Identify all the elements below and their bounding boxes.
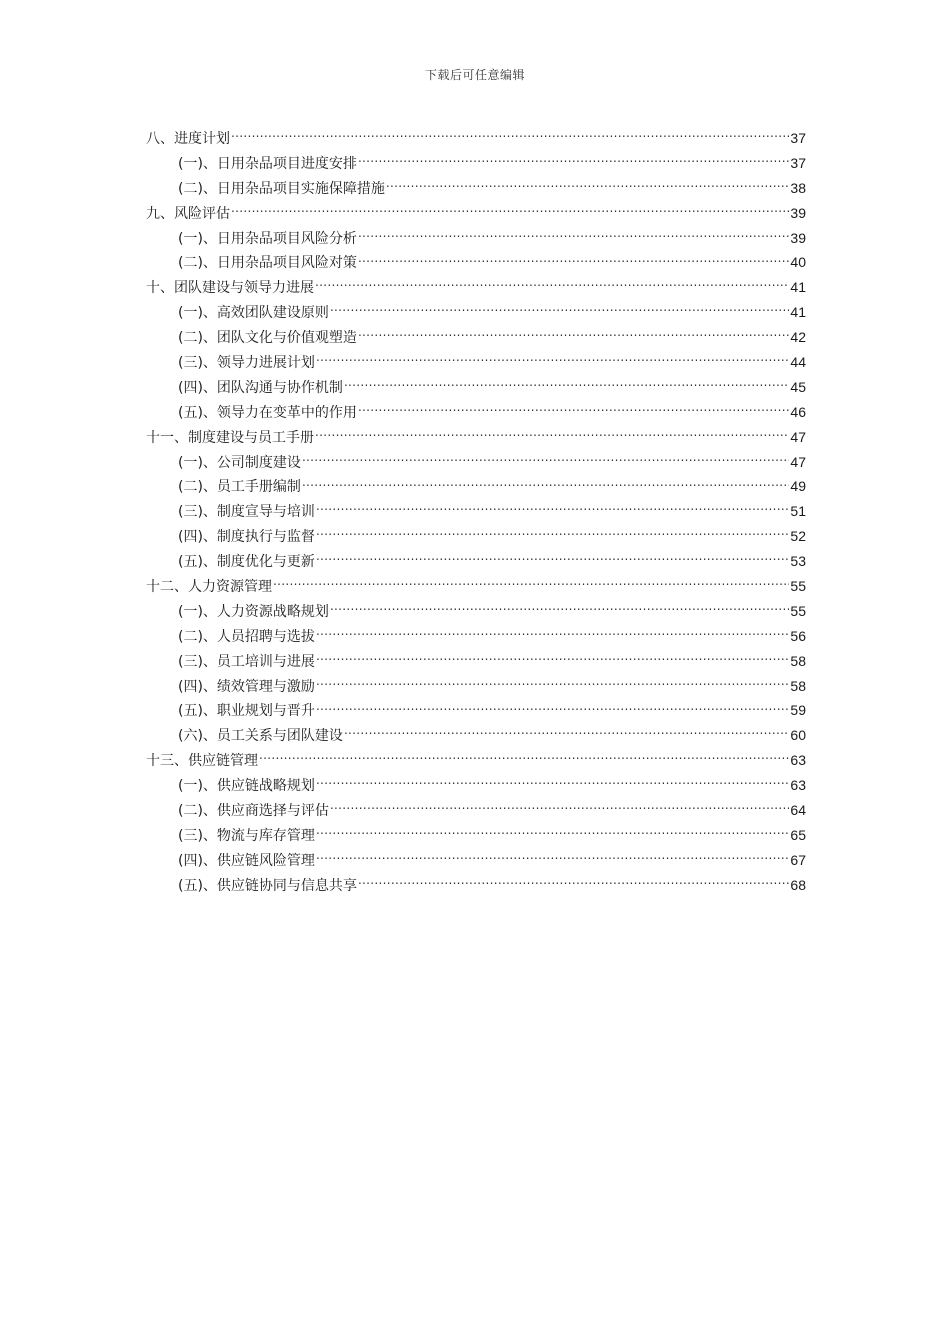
- toc-dot-leader: [315, 278, 789, 292]
- toc-entry-label: (二)、员工手册编制: [178, 479, 301, 496]
- toc-entry-label: (二)、日用杂品项目实施保障措施: [178, 180, 385, 197]
- toc-entry[interactable]: [146, 674, 806, 699]
- toc-entry[interactable]: [146, 350, 806, 375]
- toc-entry[interactable]: [146, 226, 806, 251]
- toc-dot-leader: [259, 751, 789, 765]
- toc-entry-page-number: 41: [790, 304, 806, 321]
- toc-entry-label: 十、团队建设与领导力进展: [146, 280, 314, 297]
- toc-entry[interactable]: [146, 450, 806, 475]
- toc-entry[interactable]: [146, 549, 806, 574]
- toc-entry-label: (二)、团队文化与价值观塑造: [178, 330, 357, 347]
- toc-dot-leader: [316, 502, 789, 516]
- toc-dot-leader: [316, 826, 789, 840]
- toc-entry[interactable]: [146, 126, 806, 151]
- toc-entry[interactable]: [146, 275, 806, 300]
- toc-entry[interactable]: [146, 474, 806, 499]
- toc-dot-leader: [231, 129, 789, 143]
- toc-entry[interactable]: [146, 873, 806, 898]
- toc-entry[interactable]: [146, 848, 806, 873]
- toc-dot-leader: [315, 428, 789, 442]
- toc-dot-leader: [358, 403, 789, 417]
- toc-entry-page-number: 47: [790, 453, 806, 470]
- toc-entry-page-number: 63: [790, 777, 806, 794]
- toc-dot-leader: [330, 602, 789, 616]
- toc-entry-page-number: 47: [790, 428, 806, 445]
- toc-entry-page-number: 63: [790, 752, 806, 769]
- toc-entry-label: (三)、领导力进展计划: [178, 355, 315, 372]
- toc-dot-leader: [316, 527, 789, 541]
- toc-entry-page-number: 56: [790, 627, 806, 644]
- toc-entry-label: (三)、物流与库存管理: [178, 827, 315, 844]
- toc-entry[interactable]: [146, 748, 806, 773]
- toc-dot-leader: [302, 477, 789, 491]
- toc-entry-page-number: 38: [790, 179, 806, 196]
- toc-entry-label: (五)、职业规划与晋升: [178, 703, 315, 720]
- toc-entry-label: 九、风险评估: [146, 205, 230, 222]
- toc-entry-page-number: 45: [790, 378, 806, 395]
- toc-entry-label: (五)、供应链协同与信息共享: [178, 877, 357, 894]
- toc-entry-label: (三)、制度宣导与培训: [178, 504, 315, 521]
- toc-dot-leader: [330, 801, 789, 815]
- toc-entry-page-number: 39: [790, 229, 806, 246]
- toc-entry-label: (四)、绩效管理与激励: [178, 678, 315, 695]
- toc-entry[interactable]: [146, 300, 806, 325]
- toc-entry-page-number: 68: [790, 876, 806, 893]
- toc-dot-leader: [316, 851, 789, 865]
- toc-dot-leader: [231, 204, 789, 218]
- toc-entry-page-number: 49: [790, 478, 806, 495]
- toc-entry[interactable]: [146, 201, 806, 226]
- toc-dot-leader: [316, 552, 789, 566]
- toc-dot-leader: [316, 627, 789, 641]
- toc-entry[interactable]: [146, 151, 806, 176]
- toc-dot-leader: [316, 353, 789, 367]
- toc-entry-page-number: 53: [790, 553, 806, 570]
- toc-dot-leader: [358, 876, 789, 890]
- toc-entry[interactable]: [146, 176, 806, 201]
- toc-entry-label: 十三、供应链管理: [146, 753, 258, 770]
- toc-entry-label: (二)、供应商选择与评估: [178, 803, 329, 820]
- toc-entry[interactable]: [146, 499, 806, 524]
- toc-entry-page-number: 67: [790, 851, 806, 868]
- toc-entry-label: (四)、制度执行与监督: [178, 529, 315, 546]
- toc-entry[interactable]: [146, 723, 806, 748]
- toc-dot-leader: [316, 701, 789, 715]
- toc-entry[interactable]: [146, 773, 806, 798]
- toc-dot-leader: [273, 577, 789, 591]
- toc-dot-leader: [344, 378, 789, 392]
- toc-entry-label: (二)、日用杂品项目风险对策: [178, 255, 357, 272]
- toc-entry[interactable]: [146, 649, 806, 674]
- toc-entry-label: (五)、制度优化与更新: [178, 554, 315, 571]
- toc-entry-page-number: 44: [790, 354, 806, 371]
- toc-entry-label: (一)、公司制度建设: [178, 454, 301, 471]
- toc-dot-leader: [344, 726, 789, 740]
- toc-entry-page-number: 65: [790, 826, 806, 843]
- toc-dot-leader: [330, 303, 789, 317]
- toc-entry-label: (一)、高效团队建设原则: [178, 305, 329, 322]
- toc-entry-page-number: 37: [790, 130, 806, 146]
- toc-entry[interactable]: [146, 798, 806, 823]
- toc-dot-leader: [358, 229, 789, 243]
- toc-entry[interactable]: [146, 574, 806, 599]
- toc-entry-page-number: 41: [790, 279, 806, 296]
- toc-entry[interactable]: [146, 624, 806, 649]
- toc-entry-label: (六)、员工关系与团队建设: [178, 728, 343, 745]
- toc-entry-page-number: 42: [790, 329, 806, 346]
- toc-entry[interactable]: [146, 524, 806, 549]
- toc-entry-page-number: 59: [790, 702, 806, 719]
- toc-entry[interactable]: [146, 599, 806, 624]
- toc-entry-label: (二)、人员招聘与选拔: [178, 628, 315, 645]
- toc-entry[interactable]: [146, 698, 806, 723]
- toc-entry-page-number: 37: [790, 154, 806, 171]
- toc-entry-label: (三)、员工培训与进展: [178, 653, 315, 670]
- toc-entry[interactable]: [146, 400, 806, 425]
- toc-entry-label: (一)、日用杂品项目风险分析: [178, 230, 357, 247]
- toc-entry-page-number: 39: [790, 204, 806, 221]
- toc-entry[interactable]: [146, 823, 806, 848]
- toc-entry-label: (四)、团队沟通与协作机制: [178, 379, 343, 396]
- table-of-contents: [146, 126, 806, 898]
- toc-entry[interactable]: [146, 250, 806, 275]
- toc-dot-leader: [302, 453, 789, 467]
- toc-dot-leader: [358, 154, 789, 168]
- toc-entry-page-number: 58: [790, 652, 806, 669]
- toc-entry-label: (一)、供应链战略规划: [178, 778, 315, 795]
- toc-entry-page-number: 55: [790, 578, 806, 595]
- toc-entry-page-number: 55: [790, 602, 806, 619]
- toc-entry-page-number: 40: [790, 254, 806, 271]
- toc-entry-page-number: 60: [790, 727, 806, 744]
- toc-entry-label: (一)、日用杂品项目进度安排: [178, 155, 357, 172]
- toc-entry-label: (一)、人力资源战略规划: [178, 603, 329, 620]
- toc-entry[interactable]: [146, 375, 806, 400]
- toc-dot-leader: [358, 328, 789, 342]
- toc-entry-label: (五)、领导力在变革中的作用: [178, 404, 357, 421]
- toc-dot-leader: [358, 253, 789, 267]
- toc-entry-page-number: 51: [790, 503, 806, 520]
- toc-entry-page-number: 58: [790, 677, 806, 694]
- toc-entry-page-number: 64: [790, 802, 806, 819]
- toc-dot-leader: [316, 677, 789, 691]
- toc-entry-page-number: 46: [790, 403, 806, 420]
- toc-dot-leader: [316, 776, 789, 790]
- toc-dot-leader: [386, 179, 789, 193]
- toc-entry[interactable]: [146, 425, 806, 450]
- toc-dot-leader: [316, 652, 789, 666]
- toc-entry-label: 十二、人力资源管理: [146, 579, 272, 596]
- toc-entry-page-number: 52: [790, 528, 806, 545]
- toc-entry-label: 八、进度计划: [146, 131, 230, 147]
- toc-entry-label: 十一、制度建设与员工手册: [146, 429, 314, 446]
- header-note: 下载后可任意编辑: [424, 68, 525, 82]
- toc-entry[interactable]: [146, 325, 806, 350]
- toc-entry-label: (四)、供应链风险管理: [178, 852, 315, 869]
